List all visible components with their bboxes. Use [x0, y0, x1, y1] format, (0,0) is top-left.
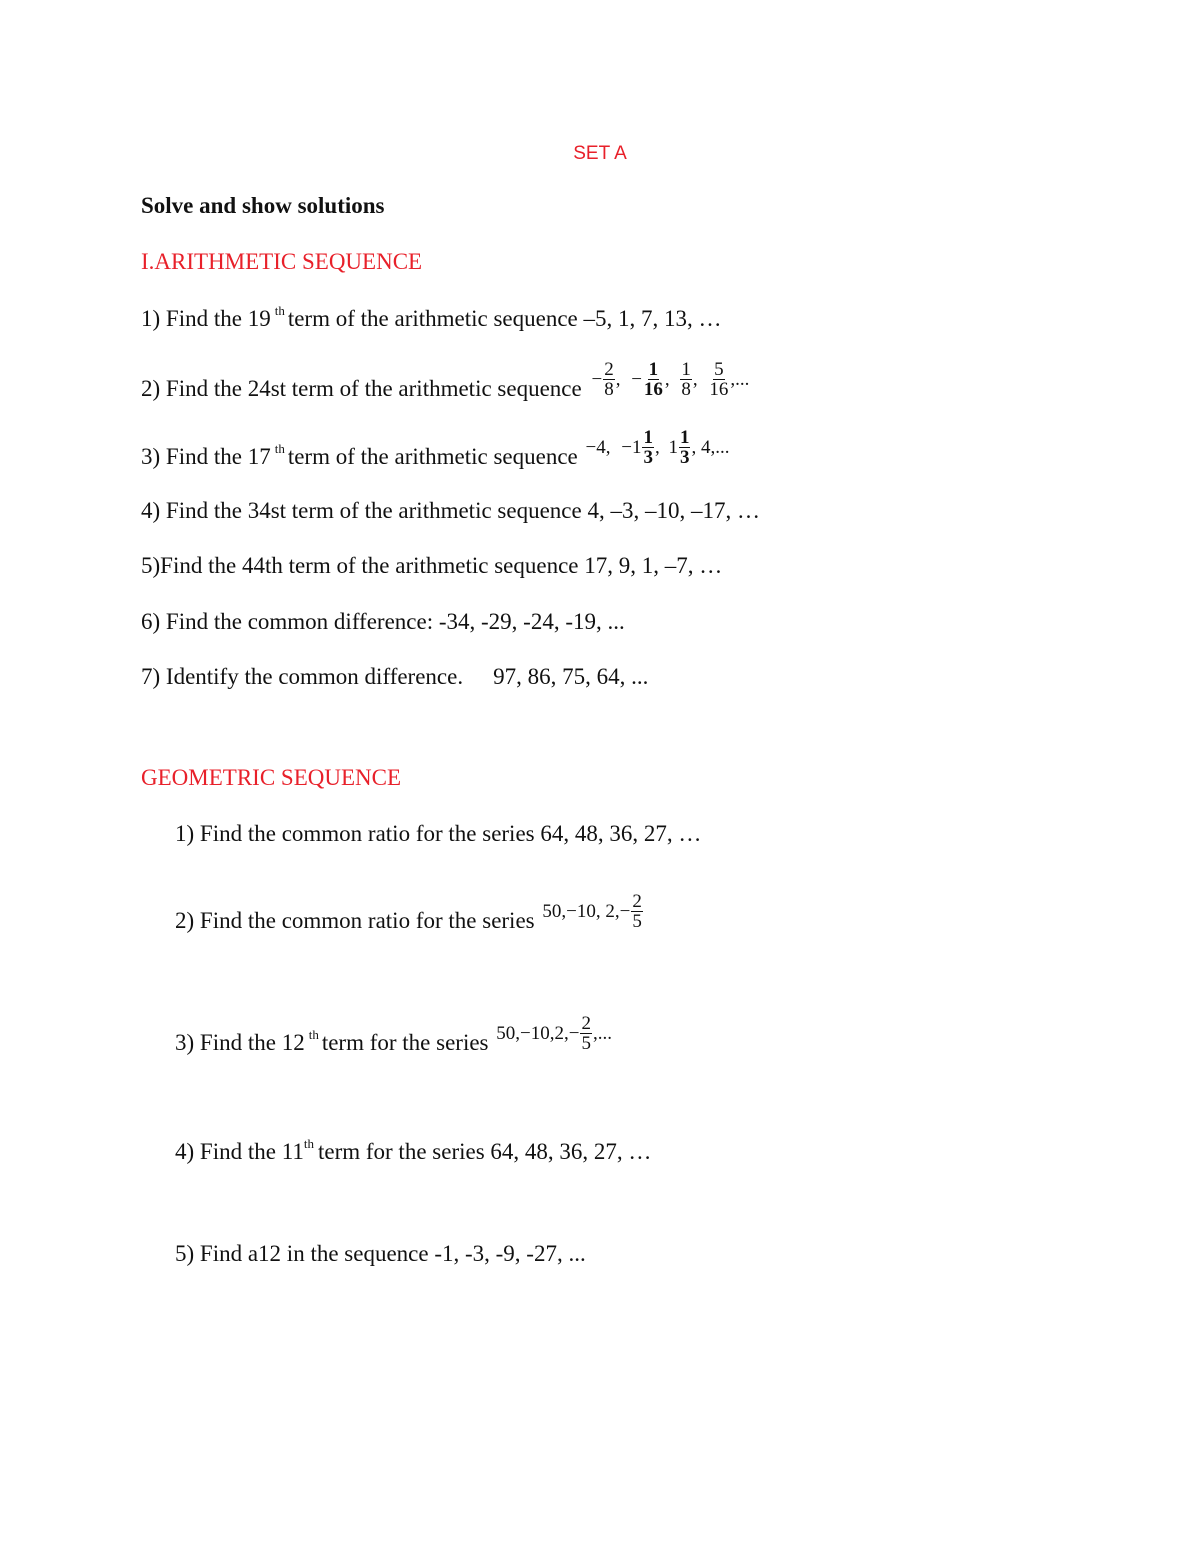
q3-text-b: term of the arithmetic sequence [287, 443, 578, 469]
g2-fraction: $\frac{2}{5}$ [632, 891, 642, 932]
instruction: Solve and show solutions [141, 193, 385, 218]
q3-sequence: −4, −1 $\frac{1}{3}$ , 1 $\frac{1}{3}$ , 4,... [585, 427, 730, 468]
g3-sequence: 50,−10,2,− $\frac{2}{5}$ ,... [496, 1013, 612, 1054]
q2-fraction-4: $\frac{5}{16}$ [709, 359, 729, 400]
g3-superscript: th [308, 1026, 319, 1042]
arithmetic-question-6: 6) Find the common difference: -34, -29, -24, -19, ... [141, 609, 625, 634]
arithmetic-question-7 [141, 663, 648, 691]
q2-fraction-1: $\frac{2}{8}$ [604, 359, 614, 400]
arithmetic-question-2 [141, 359, 750, 411]
q2-sequence: − $\frac{2}{8}$ , − $\frac{1}{16}$ , $\frac{1}{8}$ , $\frac{5}{16}$ ,... [591, 359, 750, 400]
q3-text-a: 3) Find the 17 [141, 443, 271, 469]
arithmetic-heading: I.ARITHMETIC SEQUENCE [141, 249, 423, 274]
g2-sequence: 50,−10, 2,− $\frac{2}{5}$ [542, 891, 642, 932]
g3-text-b: term for the series [321, 1029, 489, 1055]
g4-text-b: term for the series 64, 48, 36, 27, … [317, 1139, 652, 1164]
q1-text-a: 1) Find the 19 [141, 306, 271, 331]
g3-text-a: 3) Find the 12 [175, 1029, 305, 1055]
geometric-question-4 [175, 1138, 651, 1166]
q3-fraction-2: $\frac{1}{3}$ [679, 427, 690, 468]
g4-superscript: th [303, 1136, 314, 1151]
q2-text: 2) Find the 24st term of the arithmetic sequence [141, 375, 582, 401]
set-title: SET A [573, 143, 627, 164]
geometric-question-3 [175, 1013, 612, 1065]
arithmetic-question-3 [141, 427, 730, 479]
q3-fraction-1: $\frac{1}{3}$ [643, 427, 653, 468]
arithmetic-question-1 [141, 305, 722, 333]
q2-fraction-3: $\frac{1}{8}$ [681, 359, 691, 400]
g3-fraction: $\frac{2}{5}$ [581, 1013, 591, 1054]
arithmetic-question-4: 4) Find the 34st term of the arithmetic sequence 4, –3, –10, –17, … [141, 498, 760, 523]
geometric-question-2 [175, 891, 644, 943]
geometric-heading: GEOMETRIC SEQUENCE [141, 765, 402, 790]
q7-text: 7) Identify the common difference. [141, 664, 464, 689]
geometric-question-1: 1) Find the common ratio for the series 64, 48, 36, 27, … [175, 821, 702, 846]
g4-text-a: 4) Find the 11 [175, 1139, 304, 1164]
g2-text: 2) Find the common ratio for the series [175, 907, 535, 933]
arithmetic-question-5: 5)Find the 44th term of the arithmetic sequence 17, 9, 1, –7, … [141, 553, 723, 578]
q1-text-b: term of the arithmetic sequence –5, 1, 7, 13, … [287, 306, 722, 331]
q7-sequence: 97, 86, 75, 64, ... [493, 664, 649, 689]
geometric-question-5: 5) Find a12 in the sequence -1, -3, -9, -27, ... [175, 1241, 586, 1266]
q2-fraction-2: $\frac{1}{16}$ [643, 359, 663, 400]
q1-superscript: th [274, 303, 285, 318]
q3-superscript: th [274, 440, 285, 456]
